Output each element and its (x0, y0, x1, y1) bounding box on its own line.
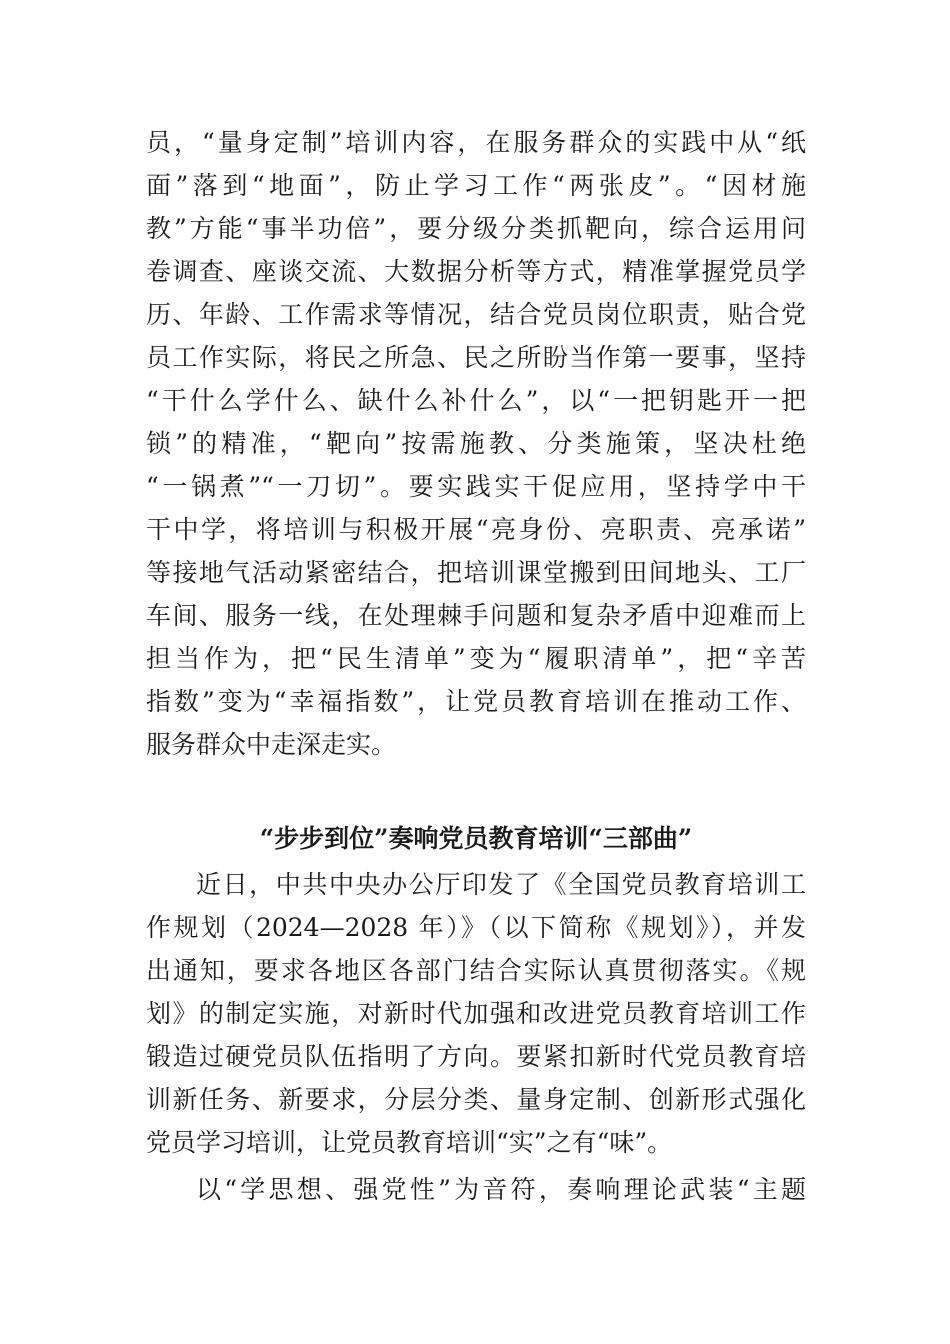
text-line: 教”方能“事半功倍”，要分级分类抓靶向，综合运用问 (146, 214, 806, 243)
text-line: 干中学，将培训与积极开展“亮身份、亮职责、亮承诺” (146, 515, 806, 544)
text-line: 面”落到“地面”，防止学习工作“两张皮”。“因材施 (146, 171, 806, 200)
text-line: 近日，中共中央办公厅印发了《全国党员教育培训工 (196, 870, 806, 899)
text-line: 员，“量身定制”培训内容，在服务群众的实践中从“纸 (146, 128, 806, 157)
text-line: “一锅煮”“一刀切”。要实践实干促应用，坚持学中干 (146, 472, 806, 501)
text-line: 担当作为，把“民生清单”变为“履职清单”，把“辛苦 (146, 644, 806, 673)
text-line: 等接地气活动紧密结合，把培训课堂搬到田间地头、工厂 (146, 558, 806, 587)
text-line: 员工作实际，将民之所急、民之所盼当作第一要事，坚持 (146, 343, 806, 372)
text-line: 指数”变为“幸福指数”，让党员教育培训在推动工作、 (146, 687, 806, 716)
text-line: 锻造过硬党员队伍指明了方向。要紧扣新时代党员教育培 (146, 1042, 806, 1071)
text-line: 以“学思想、强党性”为音符，奏响理论武装“主题 (196, 1175, 806, 1204)
text-line: “干什么学什么、缺什么补什么”，以“一把钥匙开一把 (146, 386, 806, 415)
text-line: 党员学习培训，让党员教育培训“实”之有“味”。 (146, 1128, 673, 1157)
text-line: 服务群众中走深走实。 (146, 730, 397, 759)
text-line: 卷调查、座谈交流、大数据分析等方式，精准掌握党员学 (146, 257, 806, 286)
text-line: 划》的制定实施，对新时代加强和改进党员教育培训工作 (146, 999, 806, 1028)
article-heading: “步步到位”奏响党员教育培训“三部曲” (259, 824, 693, 853)
text-line: 历、年龄、工作需求等情况，结合党员岗位职责，贴合党 (146, 300, 806, 329)
text-line: 训新任务、新要求，分层分类、量身定制、创新形式强化 (146, 1085, 806, 1114)
text-line: 作规划（2024—2028 年）》（以下简称《规划》），并发 (146, 913, 806, 942)
text-line: 出通知，要求各地区各部门结合实际认真贯彻落实。《规 (146, 956, 806, 985)
text-line: 车间、服务一线，在处理棘手问题和复杂矛盾中迎难而上 (146, 601, 806, 630)
text-line: 锁”的精准，“靶向”按需施教、分类施策，坚决杜绝 (146, 429, 806, 458)
